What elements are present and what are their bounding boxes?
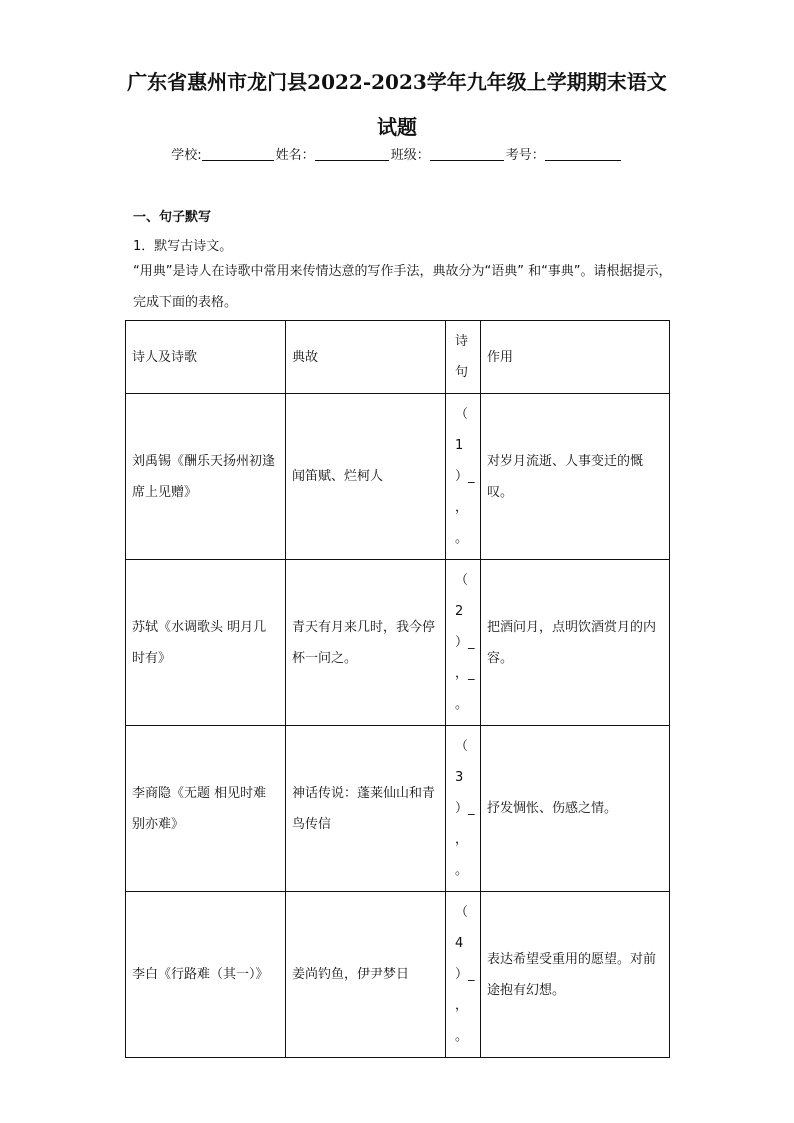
row-blank[interactable]	[446, 892, 481, 1058]
name-blank	[315, 146, 389, 161]
question-number: 1．默写古诗文。	[133, 239, 233, 254]
table-row	[126, 394, 670, 560]
blank-part: ，	[455, 500, 469, 515]
blank-part: （	[455, 573, 469, 588]
row-poet: 李商隐《无题 相见时难别亦难》	[126, 726, 286, 892]
row-allusion: 神话传说：蓬莱仙山和青鸟传信	[286, 726, 446, 892]
row-effect: 表达希望受重用的愿望。对前途抱有幻想。	[481, 892, 670, 1058]
blank-part: （	[455, 407, 469, 422]
row-effect: 抒发惆怅、伤感之情。	[481, 726, 670, 892]
class-label: 班级：	[390, 148, 430, 163]
table-header-row	[126, 321, 670, 394]
row-poet: 刘禹锡《酬乐天扬州初逢席上见赠》	[126, 394, 286, 560]
header-line-bottom: 句	[455, 365, 469, 380]
blank-part: ）_	[455, 967, 475, 982]
name-label: 姓名：	[275, 148, 315, 163]
school-blank	[202, 146, 274, 161]
header-effect: 作用	[481, 321, 670, 394]
doc-title-line1: 广东省惠州市龙门县2022-2023学年九年级上学期期末语文	[127, 70, 667, 94]
allusion-table	[125, 320, 670, 1058]
blank-part: ，_	[455, 666, 475, 681]
blank-part: 。	[455, 697, 469, 712]
blank-part: 2	[455, 604, 464, 619]
blank-part: （	[455, 739, 469, 754]
row-effect: 对岁月流逝、人事变迁的慨叹。	[481, 394, 670, 560]
exam-no-label: 考号：	[505, 148, 545, 163]
blank-part: 3	[455, 770, 464, 785]
header-line	[446, 321, 481, 394]
blank-part: ）_	[455, 801, 475, 816]
table-row	[126, 560, 670, 726]
doc-title-line2: 试题	[377, 115, 417, 139]
row-blank[interactable]	[446, 394, 481, 560]
header-allusion: 典故	[286, 321, 446, 394]
table-row	[126, 892, 670, 1058]
question-instruction: “用典”是诗人在诗歌中常用来传情达意的写作手法，典故分为“语典” 和“事典”。请根据提示，完成下面的表格。	[133, 264, 672, 310]
blank-part: 。	[455, 531, 469, 546]
blank-part: ）_	[455, 469, 475, 484]
blank-part: 1	[455, 438, 464, 453]
row-allusion: 青天有月来几时，我今停杯一问之。	[286, 560, 446, 726]
row-allusion: 姜尚钓鱼，伊尹梦日	[286, 892, 446, 1058]
blank-part: 4	[455, 936, 464, 951]
blank-part: （	[455, 905, 469, 920]
school-label: 学校:	[171, 148, 202, 163]
row-allusion: 闻笛赋、烂柯人	[286, 394, 446, 560]
blank-part: 。	[455, 863, 469, 878]
row-effect: 把酒问月，点明饮酒赏月的内容。	[481, 560, 670, 726]
blank-part: ，	[455, 998, 469, 1013]
row-poet: 李白《行路难（其一）》	[126, 892, 286, 1058]
blank-part: ，	[455, 832, 469, 847]
class-blank	[430, 146, 504, 161]
row-blank[interactable]	[446, 726, 481, 892]
section-title: 一、句子默写	[133, 210, 212, 225]
table-row	[126, 726, 670, 892]
row-blank[interactable]	[446, 560, 481, 726]
header-line-top: 诗	[455, 334, 469, 349]
blank-part: 。	[455, 1029, 469, 1044]
exam-no-blank	[545, 146, 621, 161]
row-poet: 苏轼《水调歌头 明月几时有》	[126, 560, 286, 726]
header-poet: 诗人及诗歌	[126, 321, 286, 394]
blank-part: ）_	[455, 635, 475, 650]
student-info-row	[0, 144, 794, 163]
